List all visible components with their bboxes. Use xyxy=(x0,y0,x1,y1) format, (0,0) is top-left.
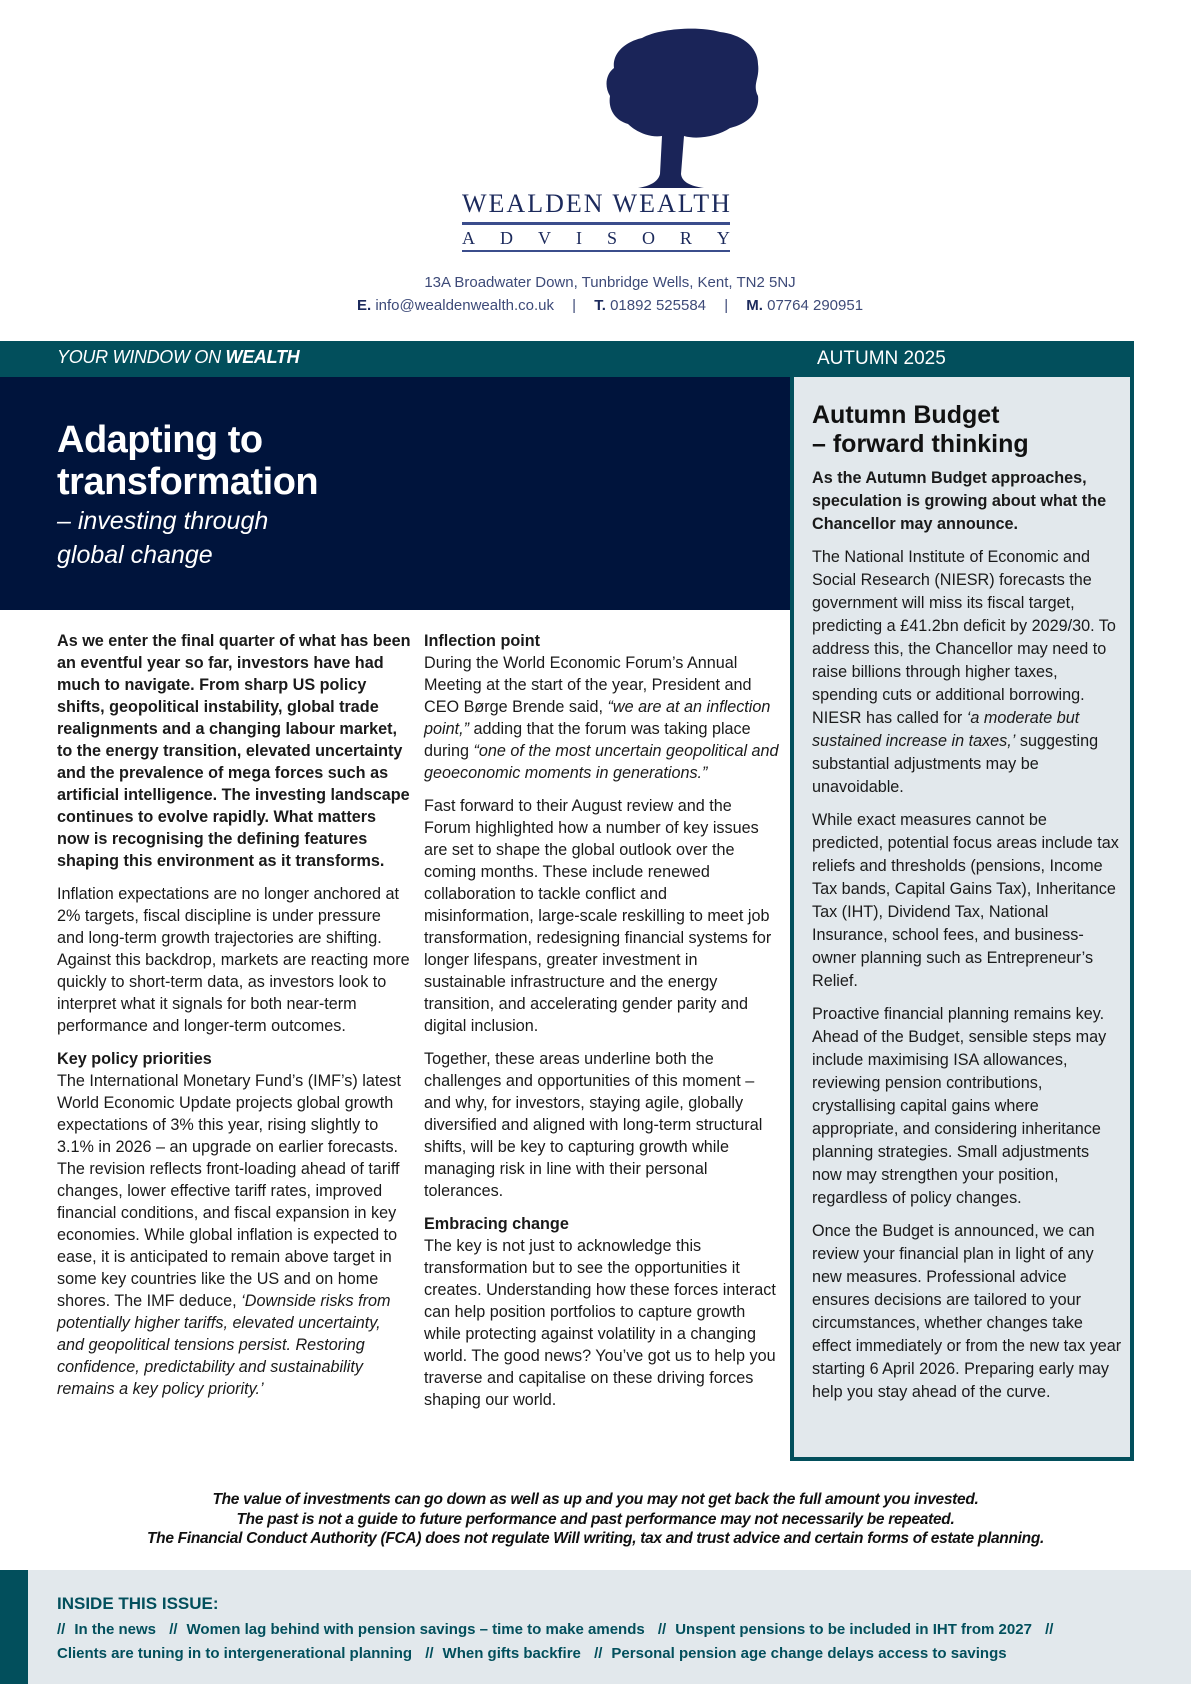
paragraph-text: The International Monetary Fund’s (IMF’s) latest World Economic Update projects global growth expectations of 3% this year, rising slightly to 3.1% in 2026 – an upgrade on earlier forecasts. The revision reflects front-loading ahead of tariff changes, lower effective tariff rates, improved financial conditions, and fiscal expansion in key economies. While global inflation is expected to ease, it is anticipated to remain above target in some key countries like the US and on home shores. The IMF deduce, xyxy=(57,1072,401,1310)
separator: | xyxy=(724,297,729,314)
contents-item[interactable]: Personal pension age change delays access to savings xyxy=(611,1645,1007,1662)
paragraph-text: suggesting substantial adjustments may be unavoidable. xyxy=(812,732,1099,796)
article-paragraph: Inflation expectations are no longer anchored at 2% targets, fiscal discipline is under pressure and long-term growth trajectories are shifting. Against this backdrop, markets are reacting more quickly to short-term data, as investors look to interpret what it signals for both near-term performance and longer-term outcomes. xyxy=(57,885,410,1035)
contents-item[interactable]: In the news xyxy=(74,1621,157,1638)
article-title xyxy=(57,419,318,503)
separator: // xyxy=(594,1645,603,1662)
contents-item[interactable]: When gifts backfire xyxy=(442,1645,581,1662)
logo-letter: D xyxy=(499,228,513,248)
separator: // xyxy=(57,1621,66,1638)
logo-letter: S xyxy=(606,228,617,248)
hero-banner xyxy=(0,377,790,610)
newsletter-tagline xyxy=(57,347,299,368)
logo-divider xyxy=(462,250,730,252)
disclaimer-line: The past is not a guide to future performance and past performance may not necessarily be repeated. xyxy=(236,1510,955,1528)
company-address: 13A Broadwater Down, Tunbridge Wells, Kent, TN2 5NJ xyxy=(424,274,796,291)
email-link[interactable]: info@wealdenwealth.co.uk xyxy=(375,297,554,314)
logo-subtitle xyxy=(462,228,730,249)
article-lead: As we enter the final quarter of what has been an eventful year so far, investors have had much to navigate. From sharp US policy shifts, geopolitical instability, global trade realignments and a changing labour market, to the energy transition, elevated uncertainty and the prevalence of mega forces such as artificial intelligence. The investing landscape continues to evolve rapidly. What matters now is recognising the defining features shaping this environment as it transforms. xyxy=(57,632,411,870)
separator: // xyxy=(1045,1621,1054,1638)
article-subtitle xyxy=(57,504,357,572)
logo-divider xyxy=(462,222,730,225)
tree-icon xyxy=(580,24,760,194)
section-heading: Embracing change xyxy=(424,1215,569,1233)
quote: “we are at an inflection point,” xyxy=(424,698,771,738)
tagline-emphasis: WEALTH xyxy=(225,347,300,367)
contact-details xyxy=(0,297,1191,314)
separator: // xyxy=(657,1621,667,1638)
article-paragraph: Fast forward to their August review and the Forum highlighted how a number of key issues are set to shape the global outlook over the coming months. These include renewed collaboration to tackle conflict and misinformation, large-scale reskilling to meet job transformation, redesigning financial systems for longer lifespans, greater investment in sustainable infrastructure and the energy transition, and accelerating gender parity and digital inclusion. xyxy=(424,797,772,1035)
logo-letter: Y xyxy=(716,228,730,248)
mobile-label: M. xyxy=(746,297,763,314)
article-paragraph: Together, these areas underline both the challenges and opportunities of this moment – and why, for investors, staying agile, globally diversified and aligned with long-term structural shifts, will be key to capturing growth while managing risk in line with their personal tolerances. xyxy=(424,1050,763,1200)
contents-line xyxy=(57,1642,1137,1666)
issue-label: AUTUMN 2025 xyxy=(817,348,946,369)
inside-this-issue xyxy=(0,1570,1191,1684)
logo-letter: I xyxy=(575,228,582,248)
paragraph-text: adding that the forum was taking place during xyxy=(424,720,751,760)
section-heading: Key policy priorities xyxy=(57,1050,212,1068)
article-paragraph: The key is not just to acknowledge this transformation but to see the opportunities it creates. Understanding how these forces interact can help position portfolios to capture growth while protecting against volatility in a changing world. The good news? You’ve got us to help you traverse and capitalise on these driving forces shaping our world. xyxy=(424,1237,776,1409)
logo-letter: O xyxy=(641,228,655,248)
company-logo xyxy=(460,24,760,254)
title-line: – forward thinking xyxy=(812,430,1029,458)
subtitle-line: – investing through xyxy=(57,507,269,535)
quote: “one of the most uncertain geopolitical and geoeconomic moments in generations.” xyxy=(424,742,779,782)
sidebar-paragraph: Once the Budget is announced, we can review your financial plan in light of any new measures. Professional advice ensures decisions are tailored to your circumstances, whether changes take effect immediately or from the new tax year starting 6 April 2026. Preparing early may help you stay ahead of the curve. xyxy=(812,1222,1122,1401)
accent-bar xyxy=(0,1570,28,1684)
quote: ‘Downside risks from potentially higher tariffs, elevated uncertainty, and geopolitical tensions persist. Restoring confidence, predictability and sustainability remains a key policy priority.’ xyxy=(57,1292,391,1398)
mobile-number[interactable]: 07764 290951 xyxy=(767,297,864,314)
contents-item[interactable]: Unspent pensions to be included in IHT from 2027 xyxy=(675,1621,1032,1638)
inside-title: INSIDE THIS ISSUE: xyxy=(57,1594,219,1613)
sidebar-paragraph: While exact measures cannot be predicted, potential focus areas include tax reliefs and thresholds (pensions, Income Tax bands, Capital Gains Tax), Inheritance Tax (IHT), Dividend Tax, National Insurance, school fees, and business-owner planning such as Entrepreneur’s Relief. xyxy=(812,811,1119,990)
article-column-1 xyxy=(57,630,412,1411)
sidebar-body xyxy=(812,467,1122,1414)
logo-letter: A xyxy=(462,228,475,248)
article-paragraph xyxy=(57,1070,412,1400)
paragraph-text: The National Institute of Economic and Social Research (NIESR) forecasts the government will miss its fiscal target, predicting a £41.2bn deficit by 2029/30. To address this, the Chancellor may need to raise billions through higher taxes, spending cuts or additional borrowing. NIESR has called for xyxy=(812,548,1116,727)
sidebar-title xyxy=(812,401,1029,459)
separator: | xyxy=(572,297,577,314)
phone-label: T. xyxy=(594,297,606,314)
contents-item[interactable]: Women lag behind with pension savings – time to make amends xyxy=(186,1621,645,1638)
sidebar-box xyxy=(790,377,1134,1461)
title-line: Autumn Budget xyxy=(812,401,1000,429)
risk-disclaimer xyxy=(0,1490,1191,1549)
sidebar-paragraph: Proactive financial planning remains key. Ahead of the Budget, sensible steps may include maximising ISA allowances, reviewing pension contributions, crystallising capital gains where appropriate, and considering inheritance planning strategies. Small adjustments now may strengthen your position, regardless of policy changes. xyxy=(812,1005,1107,1207)
separator: // xyxy=(425,1645,434,1662)
paragraph-text: During the World Economic Forum’s Annual Meeting at the start of the year, President and CEO Børge Brende said, xyxy=(424,654,752,716)
section-heading: Inflection point xyxy=(424,632,540,650)
email-label: E. xyxy=(356,297,372,314)
contents-line xyxy=(57,1618,1137,1642)
contents-item[interactable]: Clients are tuning in to intergenerational planning xyxy=(57,1645,413,1662)
logo-letter: V xyxy=(537,228,551,248)
disclaimer-line: The value of investments can go down as well as up and you may not get back the full amount you invested. xyxy=(212,1491,979,1508)
title-line: transformation xyxy=(57,461,319,503)
phone-number[interactable]: 01892 525584 xyxy=(610,297,707,314)
subtitle-line: global change xyxy=(57,541,213,569)
logo-wordmark: WEALDEN WEALTH xyxy=(462,189,732,218)
sidebar-paragraph xyxy=(812,546,1122,799)
article-column-2 xyxy=(424,630,779,1422)
contents-list xyxy=(57,1618,1137,1666)
separator: // xyxy=(169,1621,178,1638)
article-paragraph xyxy=(424,652,779,784)
tagline-prefix: YOUR WINDOW ON xyxy=(57,347,226,367)
quote: ‘a moderate but sustained increase in taxes,’ xyxy=(812,709,1080,750)
disclaimer-line: The Financial Conduct Authority (FCA) does not regulate Will writing, tax and trust advice and certain forms of estate planning. xyxy=(146,1530,1044,1547)
logo-letter: R xyxy=(679,228,692,248)
sidebar-lead: As the Autumn Budget approaches, speculation is growing about what the Chancellor may announce. xyxy=(812,469,1107,533)
title-line: Adapting to xyxy=(57,419,263,461)
